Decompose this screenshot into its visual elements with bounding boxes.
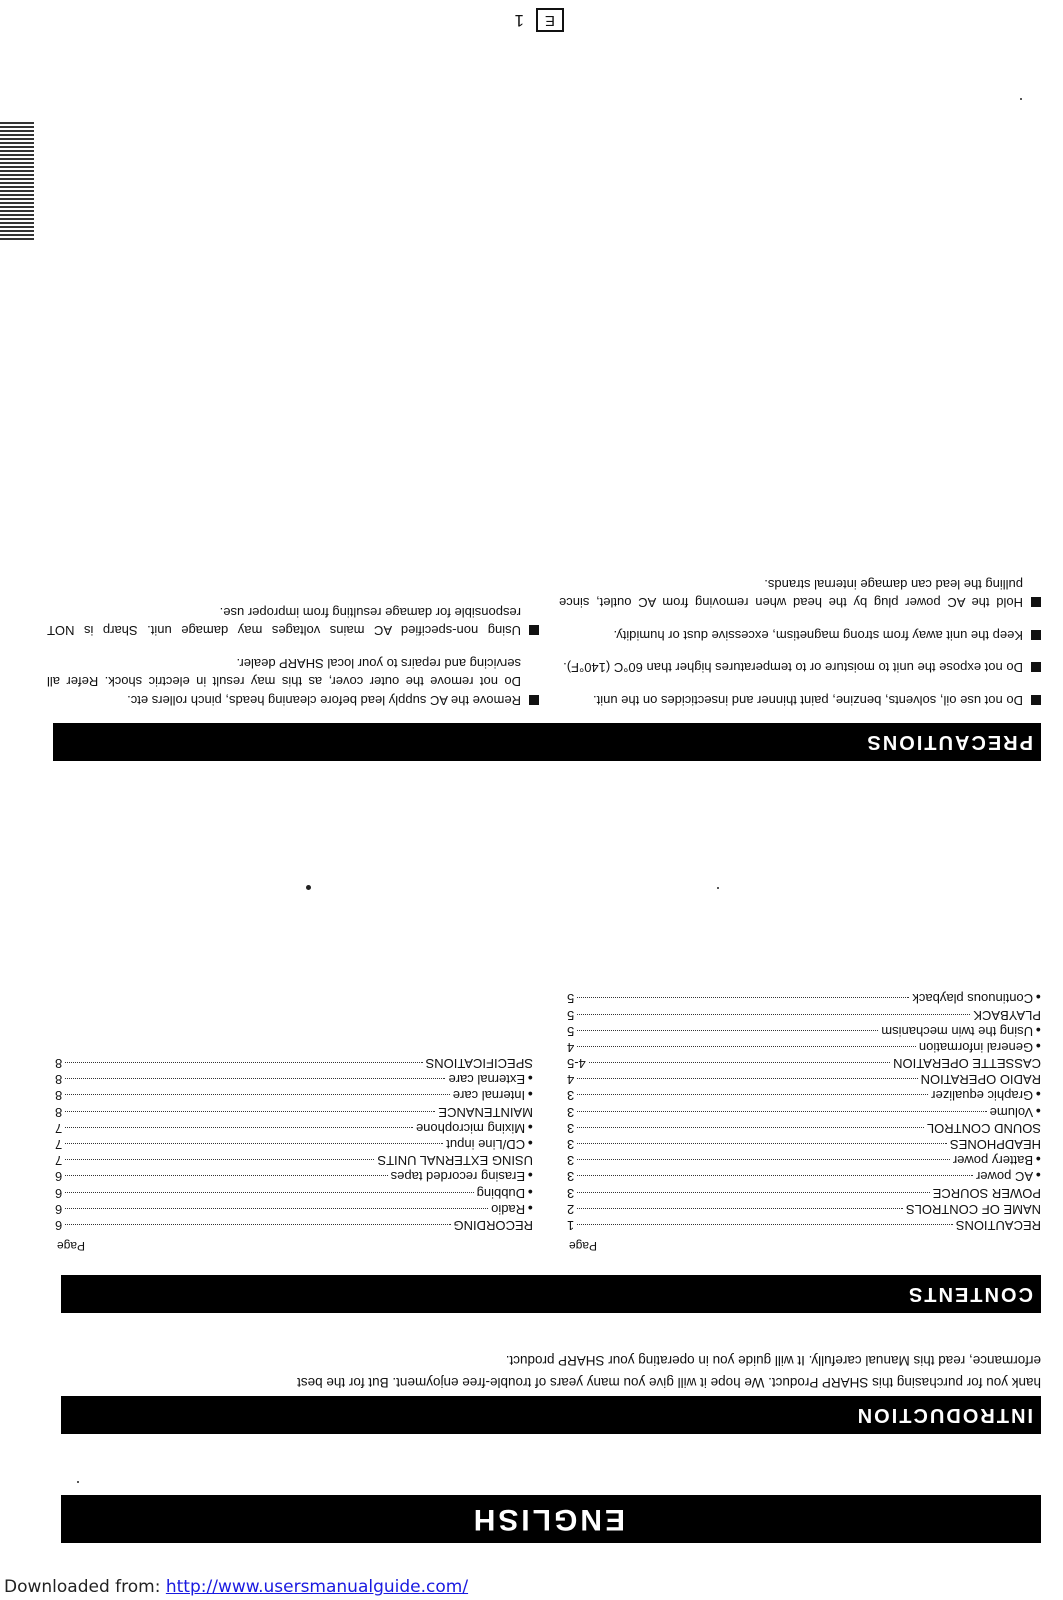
toc-page-number: 3 [567,1088,575,1104]
toc-page-number: 6 [55,1218,63,1233]
scan-edge-marks [0,120,34,240]
caution-item [559,658,1041,677]
footer-link[interactable]: http://www.usersmanualguide.com/ [165,1577,469,1597]
toc-page-number: 3 [567,1137,575,1153]
caution-item [559,575,1041,612]
toc-row [55,1184,533,1200]
toc-label: RADIO OPERATION [920,1072,1041,1088]
introduction-line: hank you for purchasing this SHARP Product. We hope it will give you many years of trouble-free enjoyment. But for the best [297,1375,1041,1390]
caution-item [47,603,539,640]
toc-label: ● CD/Line input [446,1135,533,1152]
toc-page-number: 4 [567,1072,575,1088]
toc-leader-dots [65,1208,488,1209]
square-bullet-icon [1031,630,1041,640]
toc-label: ● Graphic equalizer [931,1086,1041,1103]
introduction-line: erformance, read this Manual carefully. It will guide you in operating your SHARP product. [505,1353,1041,1368]
toc-row [567,1087,1041,1103]
toc-row [55,1104,533,1120]
toc-leader-dots [577,1143,947,1144]
toc-leader-dots [577,1046,916,1047]
caution-item [47,654,539,710]
caution-item [559,626,1041,645]
scan-speck [717,887,719,889]
toc-leader-dots [65,1095,450,1096]
toc-label: ● Mixing microphone [416,1119,533,1136]
toc-page-number: 8 [55,1088,63,1104]
caution-item [559,691,1041,710]
toc-page-number: 3 [567,1185,575,1201]
square-bullet-icon [1031,598,1041,608]
toc-page-number: 8 [55,1072,63,1088]
english-title: ENGLISH [470,1503,625,1536]
toc-label: MAINTENANCE [438,1104,533,1120]
toc-page-number: 3 [567,1104,575,1120]
toc-row [567,1120,1041,1136]
toc-page-number: 4 [567,1039,575,1055]
precautions-right-column [47,589,539,710]
toc-page-number: 3 [567,1169,575,1185]
toc-page-number: 6 [55,1201,63,1217]
toc-leader-dots [65,1192,473,1193]
square-bullet-icon [1031,663,1041,673]
page-column-label: Page [57,1239,86,1253]
toc-row [55,1055,533,1071]
toc-row [55,1071,533,1087]
toc-label: ● General information [919,1038,1041,1055]
toc-label: ● AC power [976,1167,1041,1184]
toc-label: ● Internal care [453,1086,533,1103]
toc-row [55,1201,533,1217]
contents-right-column [55,1055,533,1253]
introduction-title: INTRODUCTION [855,1404,1033,1426]
toc-label: RECAUTIONS [955,1218,1041,1233]
contents-right-list [55,1055,533,1233]
english-bar [61,1495,1041,1543]
toc-label: POWER SOURCE [932,1185,1041,1201]
toc-leader-dots [577,1095,928,1096]
caution-text: Do not use oil, solvents, benzine, paint thinner and insecticides on the unit. [593,693,1023,708]
toc-row [567,1071,1041,1087]
contents-bar [61,1275,1041,1313]
toc-page-number: 5 [567,991,575,1007]
toc-leader-dots [577,1014,970,1015]
toc-leader-dots [65,1127,413,1128]
toc-row [55,1120,533,1136]
scan-speck [306,885,311,890]
toc-row [55,1136,533,1152]
toc-page-number: 2 [567,1201,575,1217]
download-footer [4,1575,468,1600]
toc-row [567,1136,1041,1152]
scan-speck [1020,98,1022,100]
toc-label: SOUND CONTROL [926,1120,1041,1136]
toc-leader-dots [589,1062,890,1063]
precautions-left-column [559,561,1041,710]
toc-row [567,1055,1041,1071]
toc-leader-dots [65,1159,374,1160]
toc-leader-dots [65,1224,450,1225]
toc-row [567,1006,1041,1022]
toc-leader-dots [65,1111,435,1112]
toc-leader-dots [65,1175,387,1176]
toc-page-number: 1 [567,1218,575,1233]
caution-text: Remove the AC supply lead before cleaning heads, pinch rollers etc. Do not remove the outer cover, as this may result in electric shock. Refer all servicing and repairs to your local SHARP dealer. [47,656,521,708]
contents-left-list [567,990,1041,1233]
toc-leader-dots [577,1208,903,1209]
precautions-title: PRECAUTIONS [865,731,1033,753]
toc-label: CASSETTE OPERATION [893,1056,1041,1072]
page-column-label: Page [569,1239,598,1253]
toc-row [55,1087,533,1103]
toc-page-number: 6 [55,1169,63,1185]
toc-label: SPECIFICATIONS [425,1056,533,1072]
toc-page-number: 5 [567,1023,575,1039]
precautions-bar [53,723,1041,761]
toc-label: ● Battery power [953,1151,1041,1168]
page-number: 1 [514,11,524,30]
toc-leader-dots [577,997,909,998]
caution-text: Do not expose the unit to moisture or to temperatures higher than 60°C (140°F). [563,660,1023,676]
scan-speck [77,1481,79,1483]
contents-left-column [567,990,1041,1253]
toc-row [567,1217,1041,1233]
toc-label: ● Erasing recorded tapes [391,1167,533,1184]
toc-leader-dots [65,1062,422,1063]
toc-leader-dots [577,1111,986,1112]
toc-page-number: 8 [55,1104,63,1120]
toc-row [567,1201,1041,1217]
square-bullet-icon [1031,695,1041,705]
caution-text: Hold the AC power plug by the head when removing from AC outlet, since pulling the lead can damage internal strands. [559,577,1023,611]
toc-row [567,1168,1041,1184]
toc-row [567,1152,1041,1168]
toc-row [55,1168,533,1184]
toc-label: ● Continuous playback [912,989,1041,1006]
toc-label: ● Dubbing [477,1183,533,1200]
toc-page-number: 8 [55,1056,63,1072]
toc-label: USING EXTERNAL UNITS [377,1153,533,1169]
toc-page-number: 7 [55,1120,63,1136]
language-code-box: E [536,8,564,32]
toc-leader-dots [577,1078,917,1079]
toc-label: RECORDING [453,1218,533,1233]
toc-label: ● External care [448,1070,533,1087]
toc-leader-dots [65,1078,445,1079]
toc-leader-dots [65,1143,443,1144]
toc-page-number: 4-5 [567,1056,586,1072]
toc-row [567,990,1041,1006]
toc-row [567,1104,1041,1120]
toc-leader-dots [577,1030,878,1031]
toc-leader-dots [577,1127,924,1128]
toc-leader-dots [577,1224,953,1225]
toc-leader-dots [577,1192,929,1193]
introduction-text [31,1349,1041,1393]
toc-leader-dots [577,1175,973,1176]
toc-page-number: 7 [55,1153,63,1169]
toc-label: PLAYBACK [973,1007,1041,1023]
caution-text: Using non-specified AC mains voltages may damage unit. Sharp is NOT responsible for damage resulting from improper use. [47,605,521,639]
toc-row [567,1023,1041,1039]
toc-page-number: 6 [55,1185,63,1201]
contents-title: CONTENTS [907,1283,1033,1305]
toc-row [567,1039,1041,1055]
toc-label: ● Radio [491,1200,533,1217]
toc-row [567,1184,1041,1200]
toc-label: ● Volume [990,1102,1041,1119]
footer-prefix: Downloaded from: [4,1577,166,1597]
toc-page-number: 5 [567,1007,575,1023]
toc-label: HEADPHONES [949,1137,1041,1153]
toc-leader-dots [577,1159,950,1160]
square-bullet-icon [529,626,539,636]
toc-page-number: 3 [567,1120,575,1136]
toc-label: NAME OF CONTROLS [905,1201,1041,1217]
caution-text: Keep the unit away from strong magnetism, excessive dust or humidity. [613,628,1023,643]
toc-row [55,1152,533,1168]
introduction-bar [61,1396,1041,1434]
toc-row [55,1217,533,1233]
toc-label: ● Using the twin mechanism [881,1022,1041,1039]
square-bullet-icon [529,695,539,705]
toc-page-number: 7 [55,1137,63,1153]
toc-page-number: 3 [567,1153,575,1169]
